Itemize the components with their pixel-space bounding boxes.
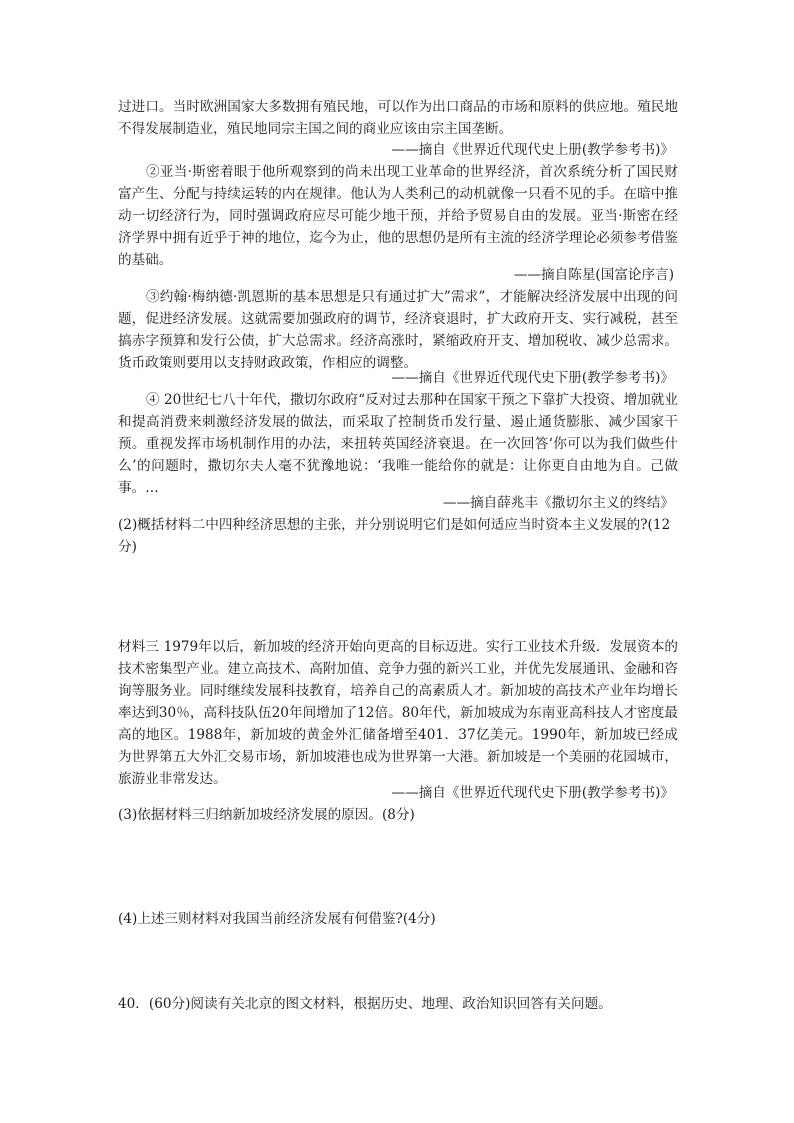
question-4: (4)上述三则材料对我国当前经济发展有何借鉴?(4分): [118, 911, 436, 927]
material-three-paragraph: 材料三 1979年以后，新加坡的经济开始向更高的目标迈进。实行工业技术升级．发展资本的技术密集型产业。建立高技术、高附加值、竞争力强的新兴工业，并优先发展通讯、金融和咨询等服务业。同时继续发展科技教育，培养自己的高素质人才。新加坡的高技术产业年均增长率达到30％，高科技队伍20年间增加了12倍。80年代，新加坡成为东南亚高科技人才密度最高的地区。1988年，新加坡的黄金外汇储备增至401．37亿美元。1990年，新加坡已经成为世界第五大外汇交易市场，新加坡港也成为世界第一大港。新加坡是一个美丽的花园城市，旅游业非常发达。: [118, 639, 678, 787]
question-2: (2)概括材料二中四种经济思想的主张，并分别说明它们是如何适应当时资本主义发展的?(12分): [118, 517, 671, 555]
question-40: 40．(60分)阅读有关北京的图文材料，根据历史、地理、政治知识回答有关问题。: [118, 996, 612, 1012]
source-citation: ——摘自《世界近代现代史下册(教学参考书)》: [391, 785, 674, 801]
material-paragraph-keynes: ③约翰·梅纳德·凯恩斯的基本思想是只有通过扩大”需求”，才能解决经济发展中出现的问题，促进经济发展。这就需要加强政府的调节，经济衰退时，扩大政府开支、实行减税，甚至搞赤字预算和发行公债，扩大总需求。经济高涨时，紧缩政府开支、增加税收、减少总需求。货币政策则要用以支持财政政策，作相应的调整。: [118, 289, 678, 371]
source-citation: ——摘自《世界近代现代史上册(教学参考书)》: [391, 142, 674, 158]
source-citation: ——摘自陈星(国富论序言): [513, 267, 674, 283]
question-3: (3)依据材料三归纳新加坡经济发展的原因。(8分): [118, 807, 415, 823]
source-citation: ——摘自薛兆丰《撒切尔主义的终结》: [442, 495, 674, 511]
material-paragraph-mercantilism: 过进口。当时欧洲国家大多数拥有殖民地，可以作为出口商品的市场和原料的供应地。殖民地不得发展制造业，殖民地同宗主国之间的商业应该由宗主国垄断。: [118, 99, 678, 137]
material-paragraph-thatcher: ④ 20世纪七八十年代，撒切尔政府“反对过去那种在国家干预之下靠扩大投资、增加就业和提高消费来刺激经济发展的做法，而采取了控制货币发行量、遏止通货膨胀、减少国家干预。重视发挥市场机制作用的办法，来扭转英国经济衰退。在一次回答‘你可以为我们做些什么’的问题时，撒切尔夫人毫不犹豫地说：‘我唯一能给你的就是：让你更自由地为自。己做事。…: [118, 392, 678, 496]
material-paragraph-adam-smith: ②亚当·斯密着眼于他所观察到的尚未出现工业革命的世界经济，首次系统分析了国民财富产生、分配与持续运转的内在规律。他认为人类利己的动机就像一只看不见的手。在暗中推动一切经济行为，同时强调政府应尽可能少地干预，并给予贸易自由的发展。亚当·斯密在经济学界中拥有近乎于神的地位，迄今为止，他的思想仍是所有主流的经济学理论必须参考借鉴的基础。: [118, 164, 678, 268]
source-citation: ——摘自《世界近代现代史下册(教学参考书)》: [391, 370, 674, 386]
